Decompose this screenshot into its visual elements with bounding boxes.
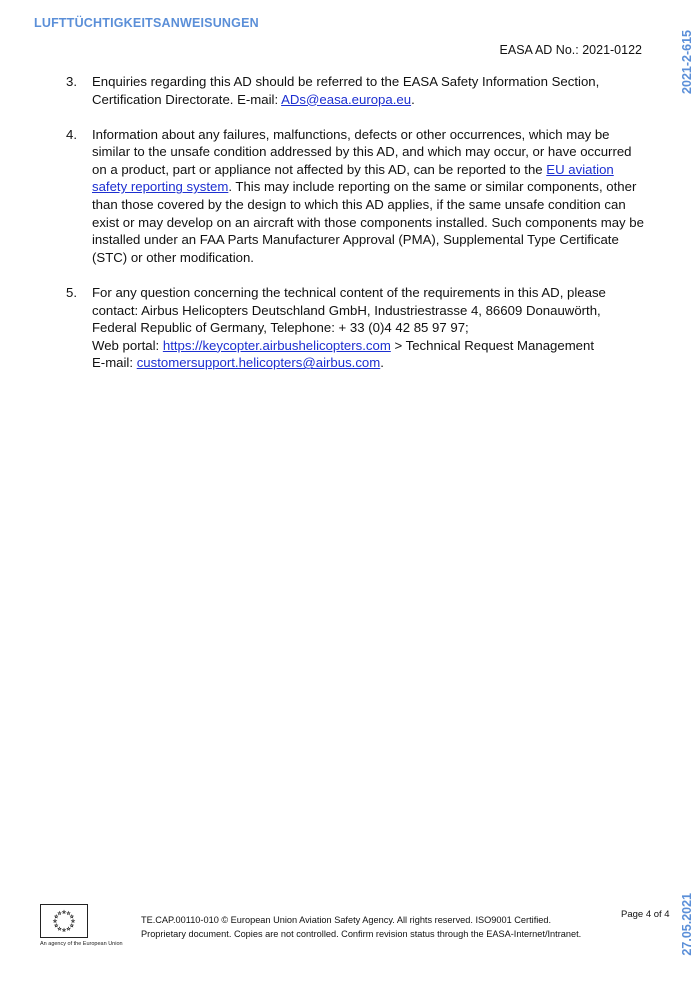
email-label: E-mail:	[92, 355, 137, 371]
item-number: 4.	[66, 126, 77, 142]
eu-star-icon	[58, 927, 61, 930]
footer-line-2: Proprietary document. Copies are not controlled. Confirm revision status through the EASA-Internet/Intranet.	[141, 929, 582, 939]
item-text	[92, 284, 646, 372]
web-portal-line	[92, 337, 646, 355]
side-stamp-date: 27.05.2021	[680, 893, 694, 956]
item-text-part: . This may include reporting on the same or similar components, other than those covered by the design to which this AD applies, if the same unsafe condition can exist or may develop on an aircraft with those components installed. Such components may be installed under an FAA Parts Manufacturer Approval (PMA), Supplemental Type Certificate (STC) or other modification.	[92, 179, 644, 265]
page-number: Page 4 of 4	[621, 909, 670, 920]
document-body	[66, 73, 646, 389]
side-stamp-number: 2021-2-615	[680, 30, 694, 94]
eu-star-icon	[70, 924, 73, 927]
web-portal-label: Web portal:	[92, 337, 163, 353]
eu-star-icon	[55, 915, 58, 918]
eu-flag-logo-icon	[40, 904, 88, 938]
item-text-part: .	[411, 91, 415, 107]
easa-email-link[interactable]: ADs@easa.europa.eu	[281, 91, 412, 107]
footer-line-1: TE.CAP.00110-010 © European Union Aviation Safety Agency. All rights reserved. ISO9001 Certified.	[141, 915, 552, 925]
list-item-3	[66, 73, 646, 108]
item-number: 5.	[66, 284, 77, 300]
eu-star-icon	[55, 924, 58, 927]
list-item-5	[66, 284, 646, 372]
eu-star-icon	[71, 919, 74, 922]
item-text	[92, 73, 646, 108]
item-text-part: Enquiries regarding this AD should be referred to the EASA Safety Information Section, Certification Directorate. E-mail:	[92, 74, 600, 107]
eu-star-icon	[53, 919, 56, 922]
contact-text: For any question concerning the technical content of the requirements in this AD, please contact: Airbus Helicopters Deutschland GmbH, Industriestrasse 4, 86609 Donauwörth, Federal Republic of Germany, Telephone: + 33 (0)4 42 85 97 97;	[92, 284, 606, 336]
email-suffix: .	[380, 355, 384, 371]
list-item-4	[66, 126, 646, 267]
eu-star-icon	[58, 912, 61, 915]
web-portal-link[interactable]: https://keycopter.airbushelicopters.com	[162, 337, 391, 353]
eu-star-icon	[62, 928, 65, 931]
support-email-link[interactable]: customersupport.helicopters@airbus.com	[136, 355, 381, 371]
footer-text	[141, 913, 581, 941]
web-portal-suffix: > Technical Request Management	[390, 337, 595, 353]
eu-star-icon	[70, 915, 73, 918]
item-number: 3.	[66, 74, 77, 89]
email-line	[92, 354, 646, 372]
eu-star-icon	[67, 927, 70, 930]
item-text	[92, 126, 646, 267]
eu-stars-icon	[41, 905, 87, 937]
eu-star-icon	[62, 910, 65, 913]
agency-label: An agency of the European Union	[40, 941, 123, 947]
item-text-part: Information about any failures, malfunctions, defects or other occurrences, which may be similar to the unsafe condition addressed by this AD, and which may occur, or have occurred on a product, part or appliance not affected by this AD, can be reported to the	[92, 126, 632, 177]
reporting-system-link[interactable]: EU aviation safety reporting system	[92, 161, 614, 195]
ad-number: EASA AD No.: 2021-0122	[499, 43, 642, 57]
eu-star-icon	[67, 912, 70, 915]
stamp-header: LUFTTÜCHTIGKEITSANWEISUNGEN	[34, 16, 259, 30]
